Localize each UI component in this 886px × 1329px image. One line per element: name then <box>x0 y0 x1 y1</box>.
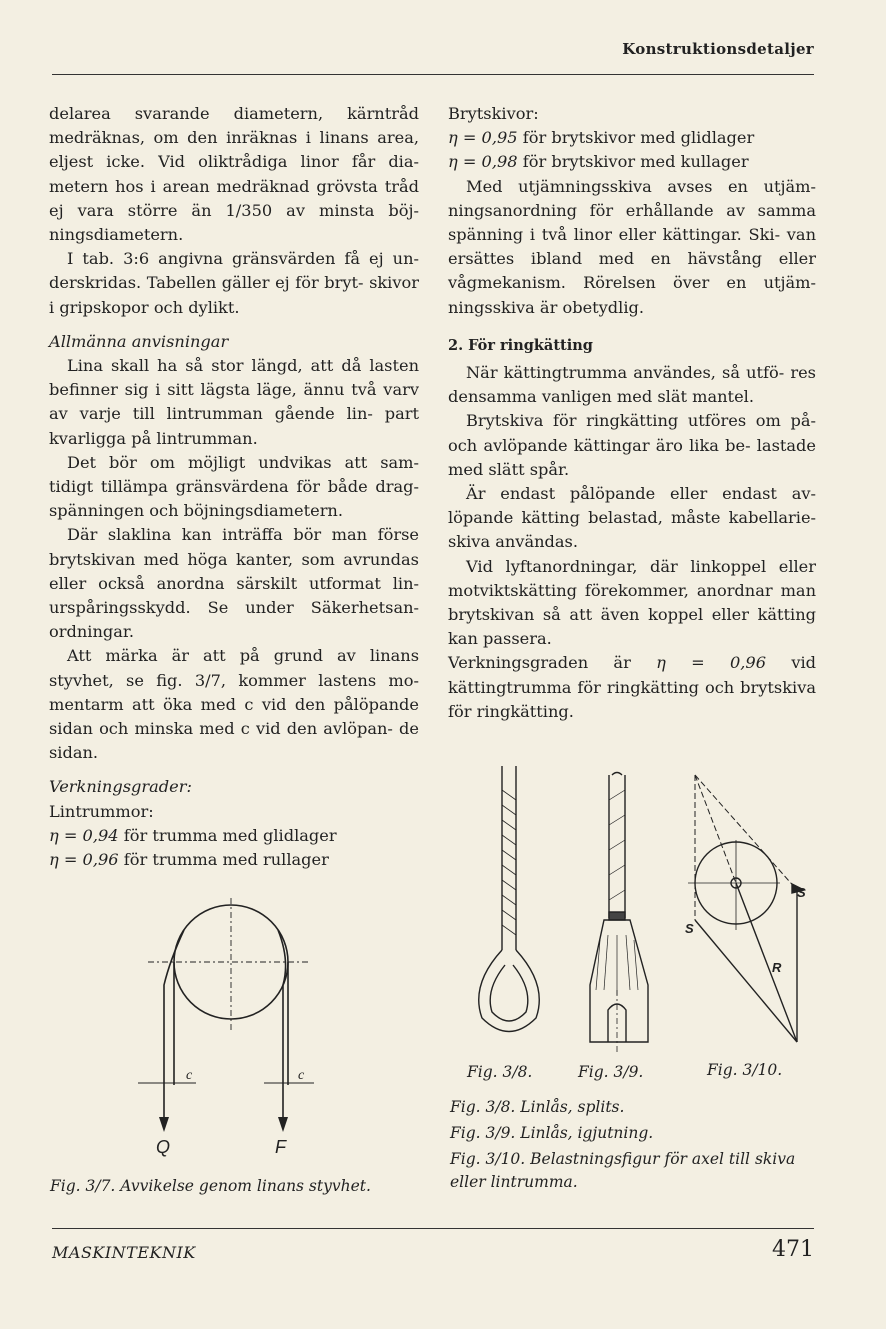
figure-caption: Fig. 3/7. Avvikelse genom linans styvhet. <box>50 1177 371 1195</box>
paragraph: När kättingtrumma användes, så utfö- res densamma vanligen med slät mantel. <box>448 363 816 407</box>
fig-3-8-splice <box>479 766 540 1032</box>
page-number: 471 <box>772 1237 814 1262</box>
fig-3-9-socket <box>590 773 648 1056</box>
section-heading: Allmänna anvisningar <box>49 331 229 351</box>
figure-label-3-10: Fig. 3/10. <box>707 1061 783 1079</box>
paragraph: Med utjämningsskiva avses en utjäm- ningsanordning för erhållande av samma spänning i två linor eller kättingar. Ski- van ersättes ibland med en hävstång eller vågmekanism. Rörelsen över en utjäm- ningsskiva är obetydlig. <box>448 176 816 317</box>
figure-label-3-8: Fig. 3/8. <box>467 1063 533 1081</box>
paragraph: Är endast pålöpande eller endast av- löpande kätting belastad, måste kabellarie- skiva användas. <box>448 484 816 552</box>
section-heading: 2. För ringkätting <box>448 336 593 354</box>
label-f: F <box>275 1137 286 1157</box>
eta-text: för trumma med rullager <box>123 850 329 870</box>
eta-text: för trumma med glidlager <box>123 825 337 845</box>
figure-label-3-9: Fig. 3/9. <box>578 1063 644 1081</box>
paragraph: Vid lyftanordningar, där linkoppel eller motviktskätting förekommer, anordnar man brytskivan så att även koppel eller kätting kan passera. <box>448 556 816 649</box>
text-span: vid kättingtrumma för ringkätting och brytskiva för ringkätting. <box>448 653 816 721</box>
label-q: Q <box>156 1137 171 1157</box>
eta-value: η = 0,98 <box>448 152 518 172</box>
eta-value: η = 0,96 <box>49 850 119 870</box>
fig-3-10-load <box>688 775 804 1042</box>
paragraph: Brytskiva för ringkätting utföres om på- och avlöpande kättingar äro lika be- lastade med slätt spår. <box>448 411 816 479</box>
label-r: R <box>772 960 782 975</box>
section-title: Konstruktionsdetaljer <box>622 40 814 58</box>
label-c-left: c <box>186 1068 193 1083</box>
paragraph: I tab. 3:6 angivna gränsvärden få ej un- derskridas. Tabellen gäller ej för bryt- skivor i gripskopor och dylikt. <box>49 249 419 317</box>
journal-name: MASKINTEKNIK <box>52 1243 196 1262</box>
figure-caption: Fig. 3/10. Belastningsfigur för axel till skiva eller lintrumma. <box>450 1150 796 1191</box>
list-label: Brytskivor: <box>448 104 539 123</box>
eta-text: för brytskivor med glidlager <box>522 128 755 148</box>
paragraph: Det bör om möjligt undvikas att sam- tidigt tillämpa gränsvärdena för både drag- spänningen och böjningsdiametern. <box>49 452 419 521</box>
figure-caption: Fig. 3/8. Linlås, splits. <box>450 1098 625 1116</box>
section-heading: Verkningsgrader: <box>49 777 192 797</box>
eta-value: η = 0,95 <box>448 128 518 148</box>
paragraph: Lina skall ha så stor längd, att då lasten befinner sig i sitt lägsta läge, ännu två varv av varje till lintrumman gående lin- part kvarligga på lintrumman. <box>49 356 419 448</box>
label-c-right: c <box>298 1068 305 1083</box>
eta-text: för brytskivor med kullager <box>522 152 749 172</box>
list-label: Lintrummor: <box>49 801 154 821</box>
figure-caption: Fig. 3/9. Linlås, igjutning. <box>450 1124 654 1142</box>
paragraph: delarea svarande diametern, kärntråd medräknas, om den inräknas i linans area, eljest icke. Vid oliktrådiga linor får dia- metern hos i arean medräknad grövsta tråd ej vara större än 1/350 av minsta böj- ningsdiametern. <box>49 104 419 245</box>
label-s-right: S <box>797 885 806 900</box>
paragraph: Att märka är att på grund av linans styvhet, se fig. 3/7, kommer lastens mo- mentarm att öka med c vid den pålöpande sidan och minska med c vid den avlöpan- de sidan. <box>49 646 419 763</box>
page-footer <box>52 1228 814 1262</box>
eta-value: η = 0,94 <box>49 825 119 845</box>
paragraph: Där slaklina kan inträffa bör man förse brytskivan med höga kanter, som avrundas eller också anordna särskilt utformat lin- urspåringsskydd. Se under Säkerhetsan- ordningar. <box>49 525 419 642</box>
eta-value: η = 0,96 <box>656 653 767 673</box>
text-span: Verkningsgraden är <box>448 653 631 673</box>
label-s-left: S <box>685 921 694 936</box>
